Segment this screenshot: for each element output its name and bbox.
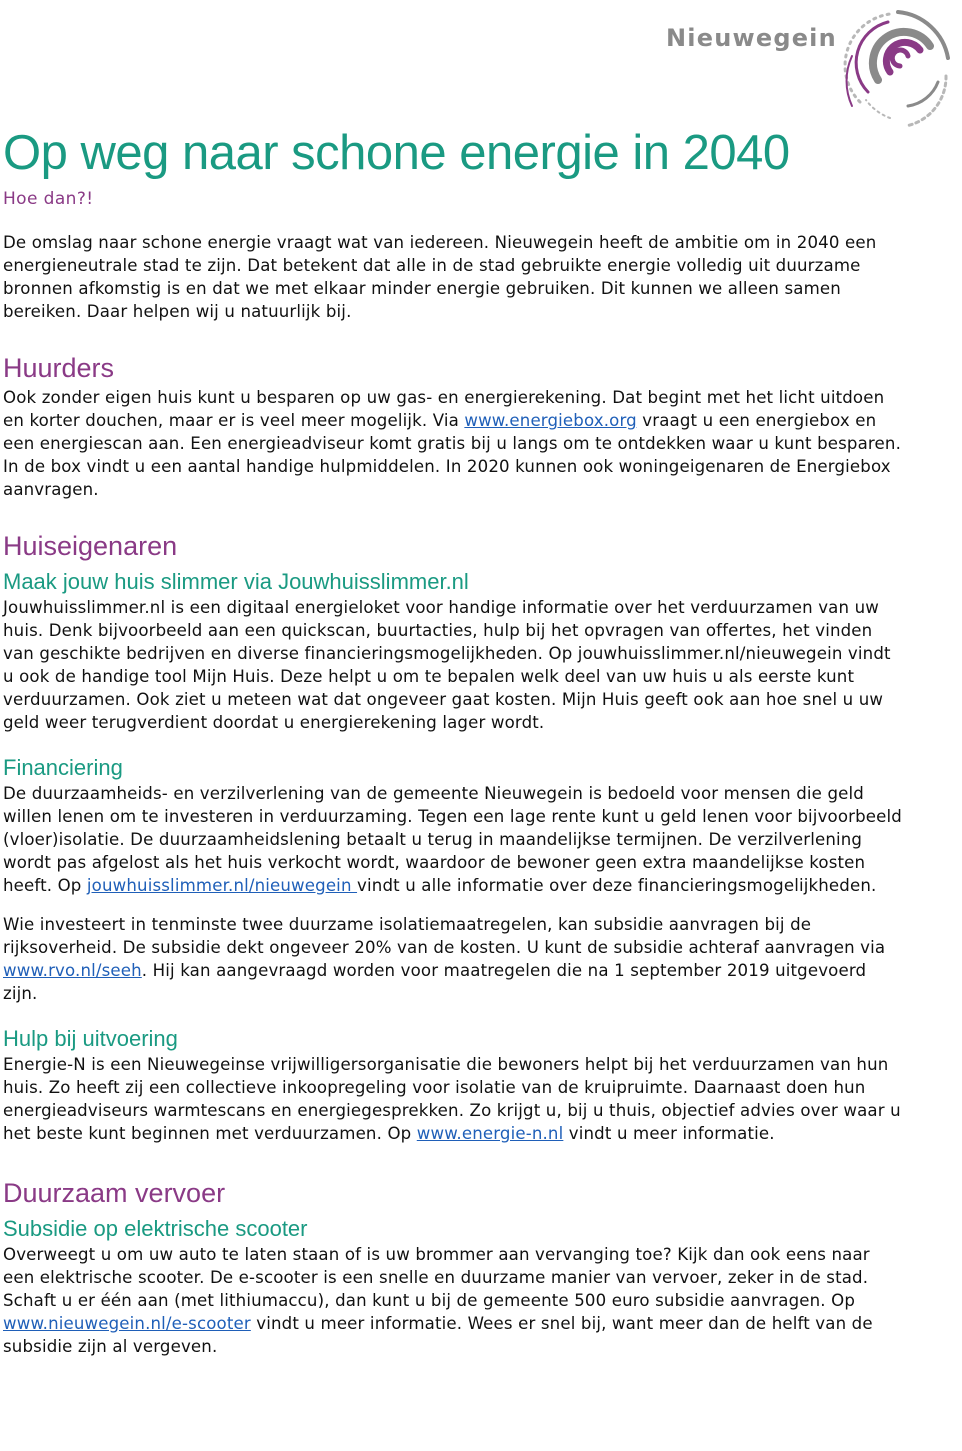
heading-huiseigenaren: Huiseigenaren [3, 531, 178, 561]
rvo-seeh-link[interactable]: www.rvo.nl/seeh [3, 961, 142, 980]
heading-financiering: Financiering [3, 755, 123, 780]
subsidie-text-before: Wie investeert in tenminste twee duurzame isolatiemaatregelen, kan subsidie aanvragen bij de rijksoverheid. De subsidie dekt ongeveer 20% van de kosten. U kunt de subsidie achteraf aanvragen via [3, 915, 886, 957]
heading-subsidie-scooter: Subsidie op elektrische scooter [3, 1216, 308, 1241]
scooter-text-before: Overweegt u om uw auto te laten staan of is uw brommer aan vervanging toe? Kijk dan ook eens naar een elektrische scooter. De e-scooter is een snelle en duurzame manier van vervoer, zeker in de stad. Schaft u er één aan (met lithiumaccu), dan kunt u bij de gemeente 500 euro subsidie aanvragen. Op [3, 1245, 870, 1310]
energie-n-link[interactable]: www.energie-n.nl [416, 1124, 564, 1143]
financiering-text-before: De duurzaamheids- en verzilverlening van de gemeente Nieuwegein is bedoeld voor mensen die geld willen lenen om te investeren in verduurzaming. Tegen een lage rente kunt u geld lenen voor bijvoorbeeld (vloer)isolatie. De duurzaamheidslening betaalt u terug in maandelijkse termijnen. De verzilverlening wordt pas afgelost als het huis verkocht wordt, waardoor de bewoner geen extra maandelijkse kosten heeft. Op [3, 784, 902, 895]
heading-jouwhuisslimmer: Maak jouw huis slimmer via Jouwhuisslimmer.nl [3, 569, 469, 594]
financiering-paragraph-2 [3, 913, 903, 1005]
scooter-text-after: vindt u meer informatie. Wees er snel bij, want meer dan de helft van de subsidie zijn al vergeven. [3, 1314, 873, 1356]
huurders-paragraph [3, 386, 903, 501]
page-title: Op weg naar schone energie in 2040 [3, 126, 790, 180]
page-subtitle: Hoe dan?! [3, 189, 94, 209]
nieuwegein-spiral-logo-icon [838, 6, 956, 134]
hulp-text-before: Energie-N is een Nieuwegeinse vrijwilligersorganisatie die bewoners helpt bij het verduurzamen van hun huis. Zo heeft zij een collectieve inkoopregeling voor isolatie van de kruipruimte. Daarnaast doen hun energieadviseurs warmtescans en energiegesprekken. Zo krijgt u, bij u thuis, objectief advies over waar u het beste kunt beginnen met verduurzamen. Op [3, 1055, 901, 1143]
hulp-paragraph [3, 1053, 903, 1145]
document-page [3, 118, 903, 1358]
heading-huurders: Huurders [3, 353, 115, 383]
financiering-text-after: vindt u alle informatie over deze financieringsmogelijkheden. [357, 876, 877, 895]
financiering-paragraph-1 [3, 782, 903, 897]
section-huurders [3, 350, 903, 501]
scooter-paragraph [3, 1243, 903, 1358]
hulp-text-after: vindt u meer informatie. [563, 1124, 775, 1143]
heading-hulp-bij-uitvoering: Hulp bij uitvoering [3, 1026, 178, 1051]
huurders-text-after: vraagt u een energiebox en een energiescan aan. Een energieadviseur komt gratis bij u langs om te ontdekken waar u kunt besparen. In de box vindt u een aantal handige hulpmiddelen. In 2020 kunnen ook woningeigenaren de Energiebox aanvragen. [3, 411, 901, 499]
e-scooter-link[interactable]: www.nieuwegein.nl/e-scooter [3, 1314, 251, 1333]
subsidie-text-after: . Hij kan aangevraagd worden voor maatregelen die na 1 september 2019 uitgevoerd zijn. [3, 961, 867, 1003]
jouwhuisslimmer-link[interactable]: jouwhuisslimmer.nl/nieuwegein [86, 876, 358, 895]
intro-paragraph: De omslag naar schone energie vraagt wat van iedereen. Nieuwegein heeft de ambitie om in 2040 een energieneutrale stad te zijn. Dat betekent dat alle in de stad gebruikte energie volledig uit duurzame bronnen afkomstig is en dat we met elkaar minder energie gebruiken. Dit kunnen we alleen samen bereiken. Daar helpen wij u natuurlijk bij. [3, 233, 877, 321]
nieuwegein-logo [666, 6, 956, 136]
jouwhuisslimmer-paragraph: Jouwhuisslimmer.nl is een digitaal energieloket voor handige informatie over het verduurzamen van uw huis. Denk bijvoorbeeld aan een quickscan, buurtacties, hulp bij het opvragen van offertes, het vinden van geschikte bedrijven en diverse financieringsmogelijkheden. Op jouwhuisslimmer.nl/nieuwegein vindt u ook de handige tool Mijn Huis. Deze helpt u om te bepalen welk deel van uw huis u als eerste kunt verduurzamen. Ook ziet u meteen wat dat ongeveer gaat kosten. Mijn Huis geeft ook aan hoe snel u uw geld weer terugverdient doordat u energierekening lager wordt. [3, 598, 891, 732]
section-duurzaam-vervoer [3, 1175, 903, 1358]
huurders-text-before: Ook zonder eigen huis kunt u besparen op uw gas- en energierekening. Dat begint met het licht uitdoen en korter douchen, maar er is veel meer mogelijk. Via [3, 388, 885, 430]
heading-duurzaam-vervoer: Duurzaam vervoer [3, 1178, 226, 1208]
energiebox-link[interactable]: www.energiebox.org [464, 411, 637, 430]
section-huiseigenaren [3, 528, 903, 1145]
logo-wordmark: Nieuwegein [666, 24, 837, 52]
